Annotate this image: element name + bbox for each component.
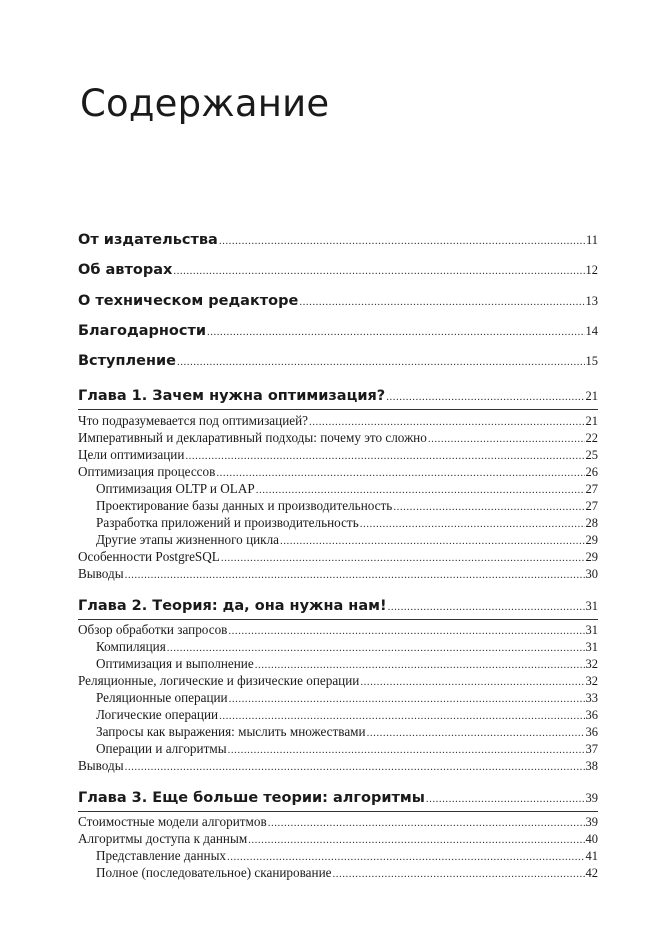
leader-dots [393, 501, 584, 513]
leader-dots [299, 296, 584, 308]
toc-entry-page-number: 41 [585, 849, 598, 863]
toc-entry-page-number: 36 [585, 708, 598, 722]
leader-dots [360, 676, 584, 688]
toc-entry-page-number: 11 [585, 233, 598, 247]
toc-entry-label: Оптимизация и выполнение [96, 656, 254, 671]
toc-entry[interactable] [78, 865, 598, 881]
toc-entry[interactable] [78, 447, 598, 463]
toc-entry[interactable] [78, 814, 598, 830]
toc-entry-label: Императивный и декларативный подходы: почему это сложно [78, 430, 427, 445]
toc-entry-page-number: 27 [585, 499, 598, 513]
leader-dots [125, 569, 585, 581]
leader-dots [125, 761, 585, 773]
toc-entry[interactable] [78, 656, 598, 672]
toc-entry[interactable] [78, 741, 598, 757]
toc-entry-page-number: 12 [585, 263, 598, 277]
toc-entry-label: Операции и алгоритмы [96, 741, 227, 756]
toc-entry[interactable] [78, 413, 598, 429]
leader-dots [428, 433, 585, 445]
toc-section-entry[interactable] [78, 262, 598, 278]
toc-entry-label: Особенности PostgreSQL [78, 549, 220, 564]
toc-entry-label: Глава 2. Теория: да, она нужна нам! [78, 598, 387, 614]
toc-entry-page-number: 14 [585, 324, 598, 338]
toc-entry[interactable] [78, 673, 598, 689]
leader-dots [227, 851, 584, 863]
toc-entry-page-number: 31 [585, 623, 598, 637]
chapter-divider [78, 409, 598, 410]
toc-entry-label: Разработка приложений и производительность [96, 515, 359, 530]
toc-section-entry[interactable] [78, 323, 598, 339]
toc-entry-label: Логические операции [96, 707, 219, 722]
leader-dots [219, 710, 584, 722]
toc-entry[interactable] [78, 481, 598, 497]
page-title: Содержание [80, 82, 330, 125]
toc-entry-label: Цели оптимизации [78, 447, 185, 462]
toc-entry-label: Обзор обработки запросов [78, 622, 228, 637]
leader-dots [280, 535, 584, 547]
toc-section-entry[interactable] [78, 293, 598, 309]
chapter-divider [78, 811, 598, 812]
toc-entry-label: Алгоритмы доступа к данным [78, 831, 248, 846]
leader-dots [248, 834, 584, 846]
toc-entry-page-number: 26 [585, 465, 598, 479]
toc-entry[interactable] [78, 707, 598, 723]
leader-dots [228, 744, 585, 756]
toc-section-entry[interactable] [78, 232, 598, 248]
toc-entry-label: Вступление [78, 353, 176, 369]
leader-dots [426, 793, 585, 805]
toc-entry-page-number: 30 [585, 567, 598, 581]
toc-entry-label: Выводы [78, 758, 124, 773]
toc-entry-label: Выводы [78, 566, 124, 581]
leader-dots [255, 659, 585, 671]
leader-dots [268, 817, 585, 829]
leader-dots [173, 265, 584, 277]
toc-entry-page-number: 32 [585, 657, 598, 671]
toc-entry-page-number: 36 [585, 725, 598, 739]
toc-entry-label: Полное (последовательное) сканирование [96, 865, 332, 880]
toc-entry-page-number: 31 [585, 640, 598, 654]
chapter-divider [78, 619, 598, 620]
toc-entry[interactable] [78, 622, 598, 638]
toc-entry-label: О техническом редакторе [78, 293, 299, 309]
toc-entry[interactable] [78, 758, 598, 774]
toc-entry-page-number: 37 [585, 742, 598, 756]
toc-entry[interactable] [78, 498, 598, 514]
leader-dots [360, 518, 585, 530]
toc-entry-label: Реляционные, логические и физические операции [78, 673, 360, 688]
toc-entry[interactable] [78, 690, 598, 706]
toc-entry[interactable] [78, 724, 598, 740]
toc-entry-page-number: 39 [585, 791, 598, 805]
toc-entry-page-number: 42 [585, 866, 598, 880]
toc-entry-label: Благодарности [78, 323, 207, 339]
leader-dots [388, 601, 585, 613]
leader-dots [216, 467, 584, 479]
leader-dots [167, 642, 585, 654]
leader-dots [185, 450, 584, 462]
toc-entry[interactable] [78, 639, 598, 655]
toc-entry-page-number: 29 [585, 550, 598, 564]
toc-entry-label: Запросы как выражения: мыслить множествами [96, 724, 366, 739]
leader-dots [309, 416, 584, 428]
toc-entry-page-number: 29 [585, 533, 598, 547]
toc-entry[interactable] [78, 549, 598, 565]
leader-dots [228, 625, 584, 637]
toc-entry-page-number: 15 [585, 354, 598, 368]
toc-entry[interactable] [78, 515, 598, 531]
toc-entry-page-number: 39 [585, 815, 598, 829]
leader-dots [229, 693, 585, 705]
leader-dots [367, 727, 585, 739]
toc-entry[interactable] [78, 532, 598, 548]
toc-entry[interactable] [78, 848, 598, 864]
toc-entry-label: Глава 1. Зачем нужна оптимизация? [78, 388, 386, 404]
toc-entry-label: Проектирование базы данных и производительность [96, 498, 393, 513]
toc-section-entry[interactable] [78, 353, 598, 369]
toc-chapter-entry[interactable] [78, 388, 598, 404]
toc-entry-label: Компиляция [96, 639, 166, 654]
toc-entry-label: Глава 3. Еще больше теории: алгоритмы [78, 790, 425, 806]
toc-entry-page-number: 32 [585, 674, 598, 688]
toc-entry-page-number: 21 [585, 414, 598, 428]
toc-chapter-entry[interactable] [78, 790, 598, 806]
toc-entry[interactable] [78, 464, 598, 480]
toc-entry-page-number: 33 [585, 691, 598, 705]
toc-entry[interactable] [78, 566, 598, 582]
leader-dots [386, 391, 584, 403]
toc-entry-page-number: 28 [585, 516, 598, 530]
toc-entry-page-number: 27 [585, 482, 598, 496]
leader-dots [177, 356, 585, 368]
toc-entry-label: От издательства [78, 232, 218, 248]
toc-entry[interactable] [78, 831, 598, 847]
toc-entry-label: Оптимизация OLTP и OLAP [96, 481, 255, 496]
toc-entry-page-number: 22 [585, 431, 598, 445]
toc-entry-label: Другие этапы жизненного цикла [96, 532, 280, 547]
toc-entry-label: Стоимостные модели алгоритмов [78, 814, 267, 829]
toc-chapter-entry[interactable] [78, 598, 598, 614]
leader-dots [333, 868, 585, 880]
toc-entry-page-number: 21 [585, 389, 598, 403]
leader-dots [207, 326, 584, 338]
leader-dots [221, 552, 585, 564]
leader-dots [256, 484, 585, 496]
toc-entry-page-number: 40 [585, 832, 598, 846]
toc-entry-page-number: 25 [585, 448, 598, 462]
toc-entry[interactable] [78, 430, 598, 446]
toc-entry-label: Об авторах [78, 262, 173, 278]
toc-entry-label: Что подразумевается под оптимизацией? [78, 413, 309, 428]
toc-entry-label: Оптимизация процессов [78, 464, 216, 479]
toc-entry-label: Реляционные операции [96, 690, 228, 705]
toc-entry-page-number: 38 [585, 759, 598, 773]
toc-entry-page-number: 31 [585, 599, 598, 613]
toc-entry-page-number: 13 [585, 294, 598, 308]
leader-dots [219, 235, 585, 247]
toc-entry-label: Представление данных [96, 848, 227, 863]
